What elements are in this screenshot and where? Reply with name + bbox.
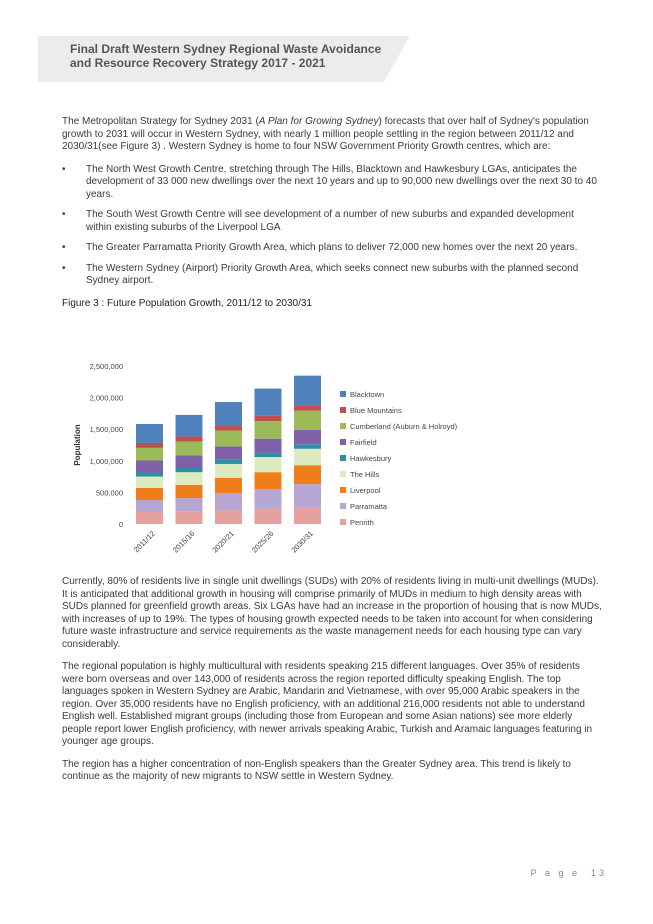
intro-text-start: The Metropolitan Strategy for Sydney 2031 ( bbox=[62, 116, 259, 127]
bar-segment bbox=[215, 464, 242, 478]
chart-svg bbox=[62, 352, 458, 567]
y-tick-label: 500,000 bbox=[95, 488, 123, 498]
intro-section bbox=[62, 116, 602, 320]
multicultural-paragraph: The regional population is highly multicultural with residents speaking 215 different languages. Over 35% of residents were born overseas and over 143,000 of residents across the region reported difficulty speaking English. The top languages spoken in Western Sydney are Arabic, Mandarin and Vietnamese, with over 95,000 Arabic speakers in the region. Over 35,000 residents have no English proficiency, with an additional 216,000 residents not able to understand English well. Established migrant groups (including those from European and some Asian nations) see more elderly people report lower English proficiency, with newer arrivals speaking Arabic, Turkish and Aramaic languages featuring in younger age groups. bbox=[62, 661, 593, 747]
bar-segment bbox=[215, 493, 242, 510]
bar-segment bbox=[176, 498, 203, 511]
legend-swatch bbox=[340, 423, 346, 429]
bar-segment bbox=[176, 468, 203, 472]
list-item-text: The North West Growth Centre, stretching through The Hills, Blacktown and Hawkesbury LGAs, anticipates the development of 33 000 new dwellings over the next 10 years and up to 90,000 new dwellings over the next 30 to 40 years. bbox=[86, 163, 597, 200]
bar-segment bbox=[255, 421, 282, 439]
bar-segment bbox=[136, 472, 163, 476]
y-axis-label: Population bbox=[73, 424, 82, 466]
bar-segment bbox=[255, 509, 282, 524]
bar-segment bbox=[136, 448, 163, 461]
bar-segment bbox=[215, 446, 242, 459]
y-tick-label: 2,000,000 bbox=[89, 393, 123, 403]
growth-centres-list bbox=[62, 164, 602, 288]
x-tick-label: 2011/12 bbox=[131, 529, 157, 555]
bar-segment bbox=[294, 444, 321, 449]
legend-label: Blue Mountains bbox=[350, 406, 402, 415]
intro-paragraph bbox=[62, 116, 602, 154]
bullet-symbol: • bbox=[62, 209, 66, 220]
bar-segment bbox=[136, 477, 163, 488]
bar-segment bbox=[136, 424, 163, 443]
legend-swatch bbox=[340, 503, 346, 509]
y-tick-label: 2,500,000 bbox=[89, 362, 123, 371]
bullet-symbol: • bbox=[62, 163, 66, 175]
y-tick-label: 0 bbox=[118, 520, 123, 529]
legend-label: The Hills bbox=[350, 470, 380, 479]
legend-label: Penrith bbox=[350, 518, 374, 527]
bar-segment bbox=[294, 376, 321, 406]
legend-label: Liverpool bbox=[350, 486, 381, 495]
list-item bbox=[62, 209, 602, 234]
bar-segment bbox=[176, 455, 203, 468]
bar-segment bbox=[294, 411, 321, 430]
list-item bbox=[62, 164, 602, 202]
bar-segment bbox=[176, 472, 203, 485]
legend-label: Hawkesbury bbox=[350, 454, 392, 463]
bar-segment bbox=[255, 439, 282, 453]
housing-paragraph: Currently, 80% of residents live in single unit dwellings (SUDs) with 20% of residents living in multi-unit dwellings (MUDs). It is anticipated that additional growth in housing will comprise primarily of MUDs in medium to high density areas with SUDs planned for greenfield growth areas. Six LGAs have had an increase in the proportion of housing that is now MUDs, with increases of up to 19%. The types of housing growth expected needs to be taken into account for when considering future waste infrastructure and service requirements as the waste management needs for each housing type can vary considerably. bbox=[62, 576, 602, 650]
bar-segment bbox=[294, 405, 321, 410]
x-tick-label: 2015/16 bbox=[170, 529, 197, 555]
list-item-text: The Greater Parramatta Priority Growth Area, which plans to deliver 72,000 new homes over the next 20 years. bbox=[86, 242, 578, 253]
bar-segment bbox=[294, 449, 321, 465]
bar-segment bbox=[136, 443, 163, 448]
legend-label: Fairfield bbox=[350, 438, 377, 447]
page-label: P a g e bbox=[530, 868, 580, 878]
legend-swatch bbox=[340, 519, 346, 525]
bar-segment bbox=[255, 416, 282, 421]
bar-segment bbox=[215, 460, 242, 464]
bar-segment bbox=[215, 510, 242, 524]
y-tick-label: 1,500,000 bbox=[89, 425, 123, 435]
bar-segment bbox=[136, 460, 163, 472]
bar-segment bbox=[255, 489, 282, 509]
legend-swatch bbox=[340, 487, 346, 493]
legend-swatch bbox=[340, 439, 346, 445]
legend-swatch bbox=[340, 455, 346, 461]
bar-segment bbox=[215, 431, 242, 447]
non-english-paragraph: The region has a higher concentration of non-English speakers than the Greater Sydney area. This trend is likely to continue as the majority of new migrants to NSW settle in Western Sydney. bbox=[62, 758, 571, 782]
population-chart bbox=[62, 352, 458, 567]
bar-segment bbox=[136, 512, 163, 524]
x-tick-label: 2030/31 bbox=[289, 529, 315, 555]
bar-segment bbox=[136, 488, 163, 500]
legend-swatch bbox=[340, 407, 346, 413]
page-number bbox=[531, 868, 607, 878]
list-item-text: The Western Sydney (Airport) Priority Growth Area, which seeks connect new suburbs with the planned second Sydney airport. bbox=[86, 262, 579, 286]
bar-segment bbox=[294, 465, 321, 484]
page-number-value: 13 bbox=[590, 868, 607, 878]
list-item bbox=[62, 263, 602, 288]
bar-segment bbox=[294, 508, 321, 524]
legend-swatch bbox=[340, 391, 346, 397]
x-tick-label: 2025/26 bbox=[249, 529, 276, 555]
list-item bbox=[62, 242, 602, 255]
bar-segment bbox=[255, 472, 282, 489]
y-tick-label: 1,000,000 bbox=[89, 456, 123, 466]
bar-segment bbox=[176, 485, 203, 498]
body-section bbox=[62, 576, 602, 794]
bullet-symbol: • bbox=[62, 262, 66, 274]
bar-segment bbox=[255, 389, 282, 416]
bar-segment bbox=[215, 402, 242, 425]
legend-label: Blacktown bbox=[350, 390, 385, 399]
bar-segment bbox=[255, 453, 282, 457]
bar-segment bbox=[176, 415, 203, 436]
document-title bbox=[70, 42, 410, 70]
bar-segment bbox=[294, 484, 321, 507]
bullet-symbol: • bbox=[62, 242, 66, 253]
document-title-line1: Final Draft Western Sydney Regional Waste Avoidance bbox=[70, 42, 382, 56]
figure-caption: Figure 3 : Future Population Growth, 2011/12 to 2030/31 bbox=[62, 297, 312, 309]
bar-segment bbox=[176, 436, 203, 441]
bar-segment bbox=[215, 478, 242, 493]
bar-segment bbox=[176, 441, 203, 455]
bar-segment bbox=[294, 430, 321, 445]
bar-segment bbox=[215, 425, 242, 430]
intro-text-end: ) forecasts that over half of Sydney's population growth to 2031 will occur in Western Sydney, with nearly 1 million people settling in the region between 2011/12 and 2030/31(see Figure 3) . Western Sydney is home to four NSW Government Priority Growth centres, which are: bbox=[62, 116, 589, 152]
intro-text-italic: A Plan for Growing Sydney bbox=[258, 116, 379, 127]
legend-label: Cumberland (Auburn & Holroyd) bbox=[350, 422, 458, 431]
list-item-text: The South West Growth Centre will see development of a number of new suburbs and expanded development within existing suburbs of the Liverpool LGA bbox=[86, 209, 574, 233]
bar-segment bbox=[176, 511, 203, 524]
legend-label: Parramatta bbox=[350, 502, 388, 511]
document-title-line2: and Resource Recovery Strategy 2017 - 2021 bbox=[70, 56, 326, 70]
legend-swatch bbox=[340, 471, 346, 477]
bar-segment bbox=[255, 457, 282, 472]
bar-segment bbox=[136, 500, 163, 512]
x-tick-label: 2020/21 bbox=[210, 529, 236, 555]
